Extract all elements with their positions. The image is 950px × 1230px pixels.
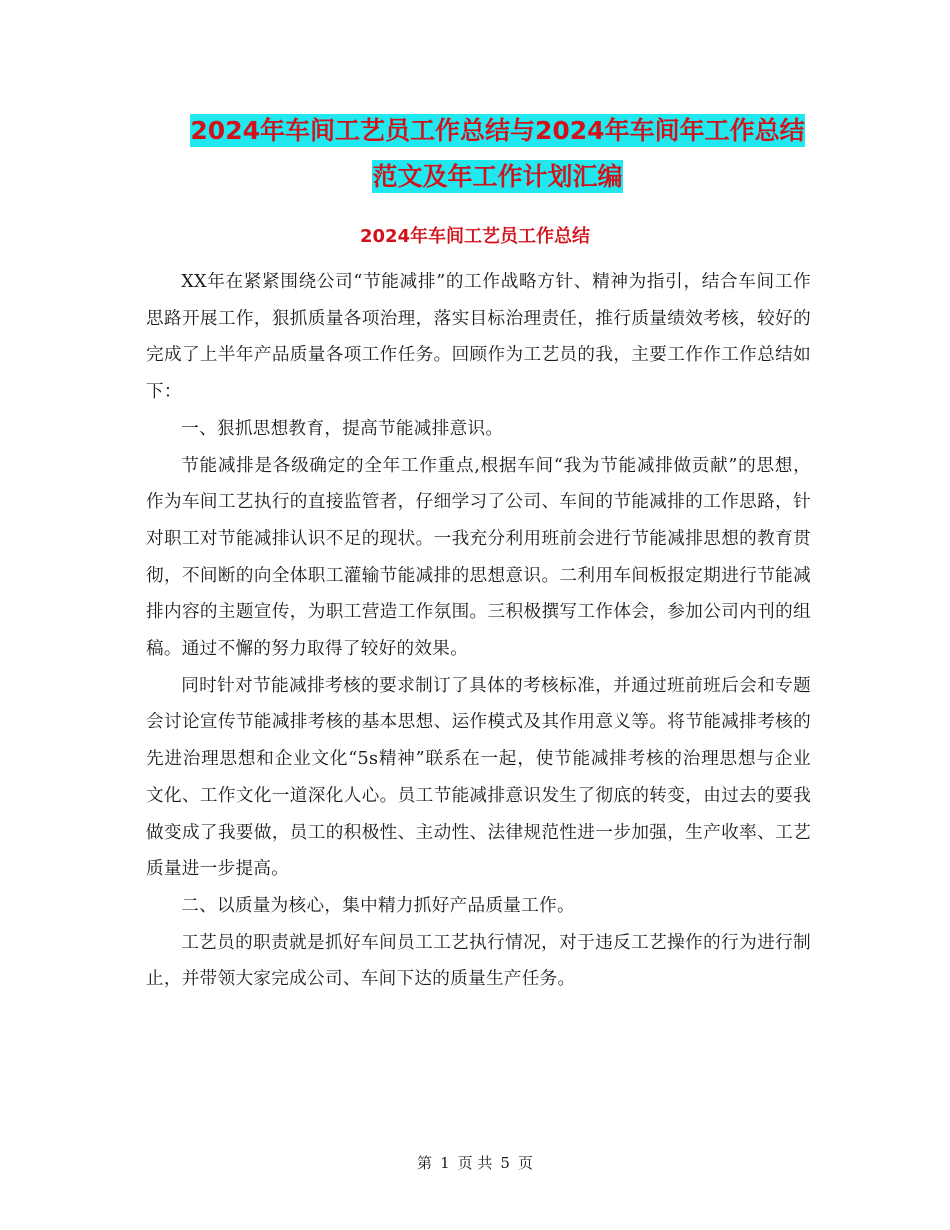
footer-page-number: 1 <box>440 1154 450 1172</box>
footer-prefix: 第 <box>417 1154 433 1172</box>
title-line-1: 2024年车间工艺员工作总结与2024年车间年工作总结 <box>190 116 805 145</box>
paragraph: 工艺员的职责就是抓好车间员工工艺执行情况，对于违反工艺操作的行为进行制止，并带领大家完成公司、车间下达的质量生产任务。 <box>146 932 811 990</box>
paragraph: 节能减排是各级确定的全年工作重点,根据车间“我为节能减排做贡献”的思想，作为车间工艺执行的直接监管者，仔细学习了公司、车间的节能减排的工作思路，针对职工对节能减排认识不足的现状。一我充分利用班前会进行节能减排思想的教育贯彻，不间断的向全体职工灌输节能减排的思想意识。二利用车间板报定期进行节能减排内容的主题宣传，为职工营造工作氛围。三积极撰写工作体会，参加公司内刊的组稿。通过不懈的努力取得了较好的效果。 <box>146 455 811 660</box>
footer-suffix: 页 <box>517 1154 533 1172</box>
footer-middle: 页 共 <box>457 1154 493 1172</box>
page-footer <box>0 1151 950 1175</box>
paragraph: XX年在紧紧围绕公司“节能减排”的工作战略方针、精神为指引，结合车间工作思路开展工作，狠抓质量各项治理，落实目标治理责任，推行质量绩效考核，较好的完成了上半年产品质量各项工作任务。回顾作为工艺员的我，主要工作作工作总结如下： <box>146 272 811 403</box>
document-body <box>146 264 811 998</box>
section-title: 2024年车间工艺员工作总结 <box>359 226 591 247</box>
document-title <box>120 108 875 200</box>
title-line-2: 范文及年工作计划汇编 <box>372 162 623 191</box>
footer-total-pages: 5 <box>500 1154 510 1172</box>
paragraph: 同时针对节能减排考核的要求制订了具体的考核标准，并通过班前班后会和专题会讨论宣传节能减排考核的基本思想、运作模式及其作用意义等。将节能减排考核的先进治理思想和企业文化“5s精神”联系在一起，使节能减排考核的治理思想与企业文化、工作文化一道深化人心。员工节能减排意识发生了彻底的转变，由过去的要我做变成了我要做，员工的积极性、主动性、法律规范性进一步加强，生产收率、工艺质量进一步提高。 <box>146 675 811 880</box>
paragraph-heading: 一、狠抓思想教育，提高节能减排意识。 <box>181 418 504 439</box>
paragraph-heading: 二、以质量为核心，集中精力抓好产品质量工作。 <box>181 895 575 916</box>
